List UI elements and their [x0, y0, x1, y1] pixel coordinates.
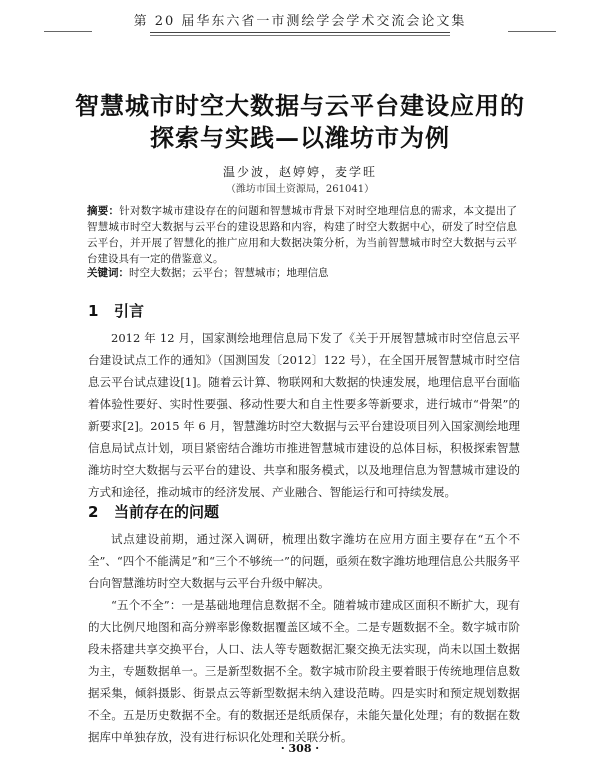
running-header: 第 20 届华东六省一市测绘学会学术交流会论文集	[133, 14, 467, 29]
paragraph: “五个不全”：一是基础地理信息数据不全。随着城市建成区面积不断扩大，现有的大比例尺地图和高分辨率影像数据覆盖区域不全。二是专题数据不全。数字城市阶段未搭建共享交换平台，人口、法人等专题数据汇聚交换无法实现，尚未以国土数据为主，专题数据单一。三是新型数据不全。数字城市阶段主要着眼于传统地理信息数据采集，倾斜摄影、街景点云等新型数据未纳入建设范畴。四是实时和预定规划数据不全。五是历史数据不全。有的数据还是纸质保存，未能矢量化处理；有的数据在数据库中单独存放，没有进行标识化处理和关联分析。	[88, 598, 520, 744]
section-heading-introduction	[88, 300, 144, 321]
abstract	[87, 203, 517, 267]
paragraph: 2012 年 12 月，国家测绘地理信息局下发了《关于开展智慧城市时空信息云平台建设试点工作的通知》（国测国发〔2012〕122 号），在全国开展智慧城市时空信息云平台试点建设[1]。随着云计算、物联网和大数据的快速发展，地理信息平台面临着体验性要好、实时性要强、移动性要大和自主性要多等新要求，进行城市“骨架”的新要求[2]。2015 年 6 月，智慧潍坊时空大数据与云平台建设项目列入国家测绘地理信息局试点计划，项目紧密结合潍坊市推进智慧城市建设的总体目标，积极探索智慧潍坊时空大数据与云平台的建设、共享和服务模式，以及地理信息为智慧城市建设的方式和途径，推动城市的经济发展、产业融合、智能运行和可持续发展。	[88, 331, 520, 499]
header-rule	[150, 32, 450, 33]
keywords-text: 时空大数据；云平台；智慧城市；地理信息	[129, 267, 329, 279]
abstract-text: 针对数字城市建设存在的问题和智慧城市背景下对时空地理信息的需求，本文提出了智慧城市时空大数据与云平台的建设思路和内容，构建了时空大数据中心，研发了时空信息云平台，并开展了智慧化的推广应用和大数据决策分析，为当前智慧城市时空大数据与云平台建设具有一定的借鉴意义。	[87, 205, 518, 265]
header-rule-left	[44, 31, 92, 32]
section-title: 当前存在的问题	[114, 503, 220, 521]
keywords-label: 关键词：	[87, 267, 129, 279]
section-title: 引言	[114, 302, 145, 320]
paragraph: 试点建设前期，通过深入调研，梳理出数字潍坊在应用方面主要存在“五个不全”、“四个不能满足”和“三个不够统一”的问题，亟须在数字潍坊地理信息公共服务平台向智慧潍坊时空大数据与云平台升级中解决。	[88, 532, 520, 590]
paper-title-line-2: 探索与实践—以潍坊市为例	[150, 123, 450, 152]
paper-title-line-1: 智慧城市时空大数据与云平台建设应用的	[75, 91, 525, 120]
section-heading-problems	[88, 501, 219, 522]
header-rule-thin	[150, 35, 450, 36]
abstract-label: 摘要：	[87, 205, 120, 217]
section-number: 2	[88, 503, 99, 521]
section-number: 1	[88, 302, 99, 320]
authors: 温少波，赵婷婷，麦学旺	[222, 165, 377, 179]
affiliation: （潍坊市国土资源局，261041）	[225, 184, 375, 195]
page-number: · 308 ·	[280, 742, 320, 755]
header-rule-right	[508, 31, 556, 32]
keywords	[87, 265, 517, 280]
